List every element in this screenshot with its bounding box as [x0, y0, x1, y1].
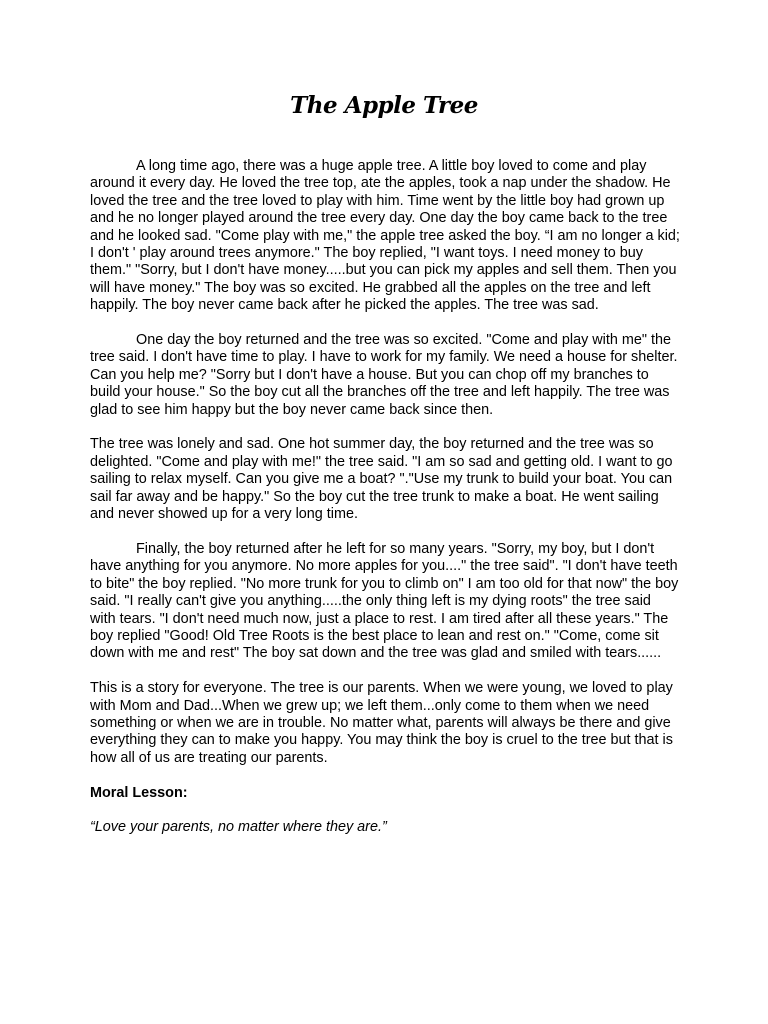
story-paragraph-5: This is a story for everyone. The tree is our parents. When we were young, we loved to play with Mom and Dad...When we grew up; we left them...only come to them when we need something or when we are in trouble. No matter what, parents will always be there and give everything they can to make you happy. You may think the boy is cruel to the tree but that is how all of us are treating our parents. — [90, 680, 673, 766]
moral-heading: Moral Lesson: — [90, 784, 188, 801]
story-paragraph-2: One day the boy returned and the tree was so excited. "Come and play with me" the tree said. I don't have time to play. I have to work for my family. We need a house for shelter. Can you help me? "Sorry but I don't have a house. But you can chop off my branches to build your house." So the boy cut all the branches off the tree and left happily. The tree was glad to see him happy but the boy never came back since then. — [90, 332, 678, 418]
moral-quote: “Love your parents, no matter where they are.” — [90, 819, 387, 836]
story-paragraph-3: The tree was lonely and sad. One hot summer day, the boy returned and the tree was so delighted. "Come and play with me!" the tree said. "I am so sad and getting old. I want to go sailing to relax myself. Can you give me a boat? "."Use my trunk to build your boat. You can sail far away and be happy." So the boy cut the tree trunk to make a boat. He went sailing and never showed up for a very long time. — [90, 436, 673, 523]
document-title: The Apple Tree — [290, 92, 478, 119]
story-paragraph-1: A long time ago, there was a huge apple tree. A little boy loved to come and play around it every day. He loved the tree top, ate the apples, took a nap under the shadow. He loved the tree and the tree loved to play with him. Time went by the little boy had grown up and he no longer played around the tree every day. One day the boy came back to the tree and he looked sad. "Come play with me," the apple tree asked the boy. “I am no longer a kid; I don't ' play around trees anymore." The boy replied, "I want toys. I need money to buy them." "Sorry, but I don't have money.....but you can pick my apples and sell them. Then you will have money." The boy was so excited. He grabbed all the apples on the tree and left happily. The boy never came back after he picked the apples. The tree was sad. — [90, 158, 680, 314]
document-body — [90, 158, 680, 837]
story-paragraph-4: Finally, the boy returned after he left for so many years. "Sorry, my boy, but I don't have anything for you anymore. No more apples for you...." the tree said". "I don't have teeth to bite" the boy replied. "No more trunk for you to climb on" I am too old for that now" the boy said. "I really can't give you anything.....the only thing left is my dying roots" the tree said with tears. "I don't need much now, just a place to rest. I am tired after all these years." The boy replied "Good! Old Tree Roots is the best place to lean and rest on." "Come, come sit down with me and rest" The boy sat down and the tree was glad and smiled with tears...... — [90, 540, 679, 662]
